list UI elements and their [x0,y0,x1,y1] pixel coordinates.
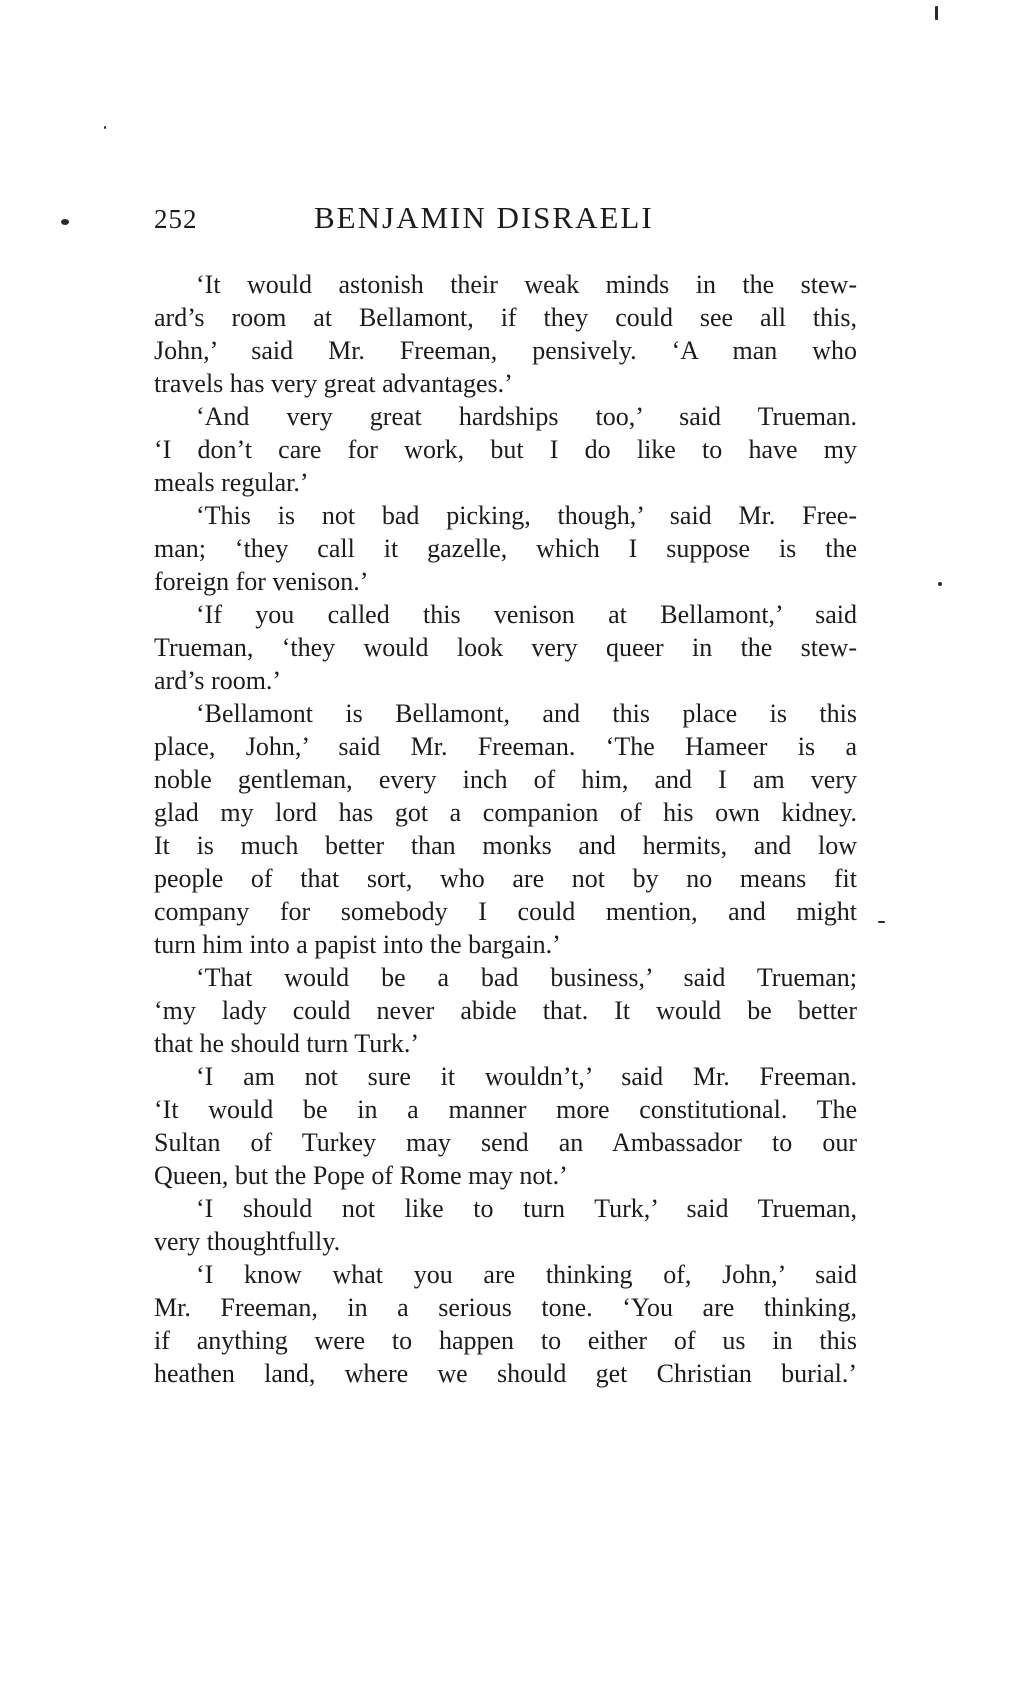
text-line: travels has very great advantages.’ [154,369,513,398]
text-line: if anything were to happen to either of us in this [154,1326,857,1355]
text-line: man; ‘they call it gazelle, which I suppose is the [154,534,857,563]
page-number: 252 [154,204,198,234]
text-line: ‘That would be a bad business,’ said Trueman; [196,963,857,992]
text-line: Trueman, ‘they would look very queer in the stew- [154,633,857,662]
running-title: BENJAMIN DISRAELI [314,200,654,235]
text-line: people of that sort, who are not by no means fit [154,864,857,893]
text-line: place, John,’ said Mr. Freeman. ‘The Hameer is a [154,732,857,761]
text-line: company for somebody I could mention, and might [154,897,857,926]
scan-speck [878,921,885,923]
text-line: Sultan of Turkey may send an Ambassador to our [154,1128,857,1157]
text-line: ‘my lady could never abide that. It would be better [154,996,857,1025]
scan-speck [938,582,942,586]
text-line: ‘If you called this venison at Bellamont,’ said [196,600,857,629]
text-line: ard’s room.’ [154,666,282,695]
text-line: ard’s room at Bellamont, if they could see all this, [154,303,857,332]
text-line: glad my lord has got a companion of his own kidney. [154,798,857,827]
text-line: ‘It would astonish their weak minds in the stew- [196,270,857,299]
text-line: ‘I should not like to turn Turk,’ said Trueman, [196,1194,857,1223]
text-line: ‘Bellamont is Bellamont, and this place is this [196,699,857,728]
text-line: meals regular.’ [154,468,309,497]
text-line: John,’ said Mr. Freeman, pensively. ‘A man who [154,336,857,365]
scan-speck [61,219,69,225]
text-line: turn him into a papist into the bargain.’ [154,930,561,959]
text-line: ‘And very great hardships too,’ said Trueman. [196,402,857,431]
text-line: Queen, but the Pope of Rome may not.’ [154,1161,568,1190]
scan-speck [104,126,106,129]
text-line: foreign for venison.’ [154,567,369,596]
text-line: very thoughtfully. [154,1227,341,1256]
text-line: ‘I don’t care for work, but I do like to have my [154,435,857,464]
text-line: ‘It would be in a manner more constitutional. The [154,1095,857,1124]
text-line: heathen land, where we should get Christian burial.’ [154,1359,857,1388]
text-line: ‘I am not sure it wouldn’t,’ said Mr. Freeman. [196,1062,857,1091]
scan-speck [935,6,938,20]
text-line: that he should turn Turk.’ [154,1029,420,1058]
text-line: Mr. Freeman, in a serious tone. ‘You are thinking, [154,1293,857,1322]
running-head [154,200,857,244]
body-text [154,268,857,1390]
text-line: ‘I know what you are thinking of, John,’ said [196,1260,857,1289]
text-line: It is much better than monks and hermits, and low [154,831,857,860]
text-line: noble gentleman, every inch of him, and I am very [154,765,857,794]
text-line: ‘This is not bad picking, though,’ said Mr. Free- [196,501,857,530]
